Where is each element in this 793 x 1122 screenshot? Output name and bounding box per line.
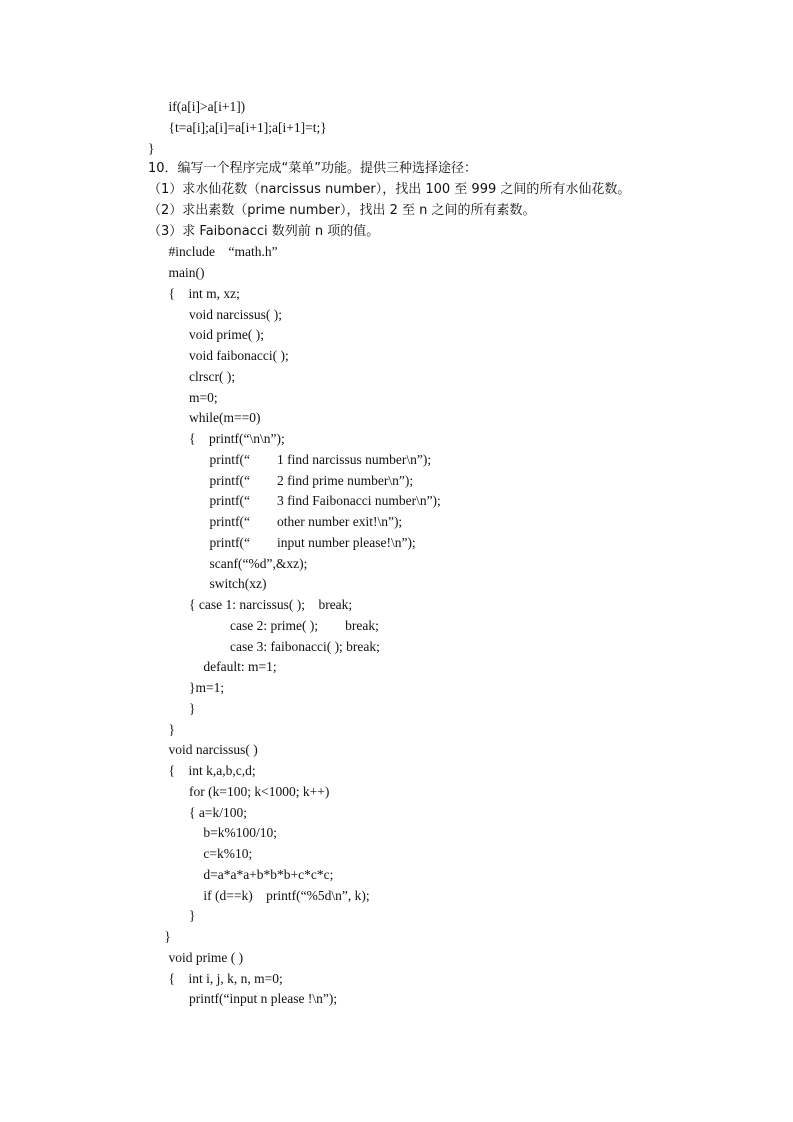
code-line: void faibonacci( ); xyxy=(189,348,289,363)
code-line: { int k,a,b,c,d; xyxy=(168,763,256,778)
code-line: } xyxy=(148,140,155,156)
code-line: case 2: prime( ); break; xyxy=(230,617,379,633)
code-line: { int i, j, k, n, m=0; xyxy=(168,970,283,986)
code-line: } xyxy=(168,721,175,737)
code-line: } xyxy=(189,908,196,924)
code-line: } xyxy=(164,929,171,944)
code-line: default: m=1; xyxy=(203,659,277,675)
code-line: main() xyxy=(168,265,205,280)
code-line: void prime ( ) xyxy=(168,949,244,965)
code-line: clrscr( ); xyxy=(189,368,236,384)
code-line: printf(“ 3 find Faibonacci number\n”); xyxy=(209,493,441,509)
code-line: void narcissus( ); xyxy=(189,306,282,322)
code-line: while(m==0) xyxy=(189,410,261,426)
code-line: d=a*a*a+b*b*b+c*c*c; xyxy=(203,866,334,882)
code-line: for (k=100; k<1000; k++) xyxy=(189,783,330,799)
code-line: {t=a[i];a[i]=a[i+1];a[i+1]=t;} xyxy=(168,119,327,135)
code-line: switch(xz) xyxy=(209,576,267,592)
code-line: （2）求出素数（prime number），找出 2 至 n 之间的所有素数。 xyxy=(148,202,536,218)
code-line: { printf(“\n\n”); xyxy=(189,431,285,446)
code-line: if(a[i]>a[i+1]) xyxy=(168,99,246,114)
code-line: （1）求水仙花数（narcissus number），找出 100 至 999 之间的所有水仙花数。 xyxy=(148,182,631,197)
code-line: printf(“input n please !\n”); xyxy=(189,991,338,1007)
code-line: { case 1: narcissus( ); break; xyxy=(189,597,353,612)
code-line: #include “math.h” xyxy=(168,244,278,260)
code-line: c=k%10; xyxy=(203,846,253,861)
code-line: printf(“ 1 find narcissus number\n”); xyxy=(209,451,432,467)
code-line: } xyxy=(189,700,196,716)
code-line: { a=k/100; xyxy=(189,804,247,820)
code-line: printf(“ other number exit!\n”); xyxy=(209,514,403,529)
code-line: printf(“ input number please!\n”); xyxy=(209,534,416,550)
code-line: scanf(“%d”,&xz); xyxy=(209,555,308,571)
code-line: b=k%100/10; xyxy=(203,825,277,841)
code-line: printf(“ 2 find prime number\n”); xyxy=(209,472,414,488)
code-line: if (d==k) printf(“%5d\n”, k); xyxy=(203,887,370,903)
code-line: { int m, xz; xyxy=(168,285,240,301)
code-line: }m=1; xyxy=(189,680,225,695)
code-line: m=0; xyxy=(189,389,218,405)
code-line: case 3: faibonacci( ); break; xyxy=(230,638,380,654)
code-line: void prime( ); xyxy=(189,327,264,343)
code-line: void narcissus( ) xyxy=(168,742,258,758)
code-line: 10．编写一个程序完成“菜单”功能。提供三种选择途径： xyxy=(148,161,478,177)
code-line: （3）求 Faibonacci 数列前 n 项的值。 xyxy=(148,223,380,239)
